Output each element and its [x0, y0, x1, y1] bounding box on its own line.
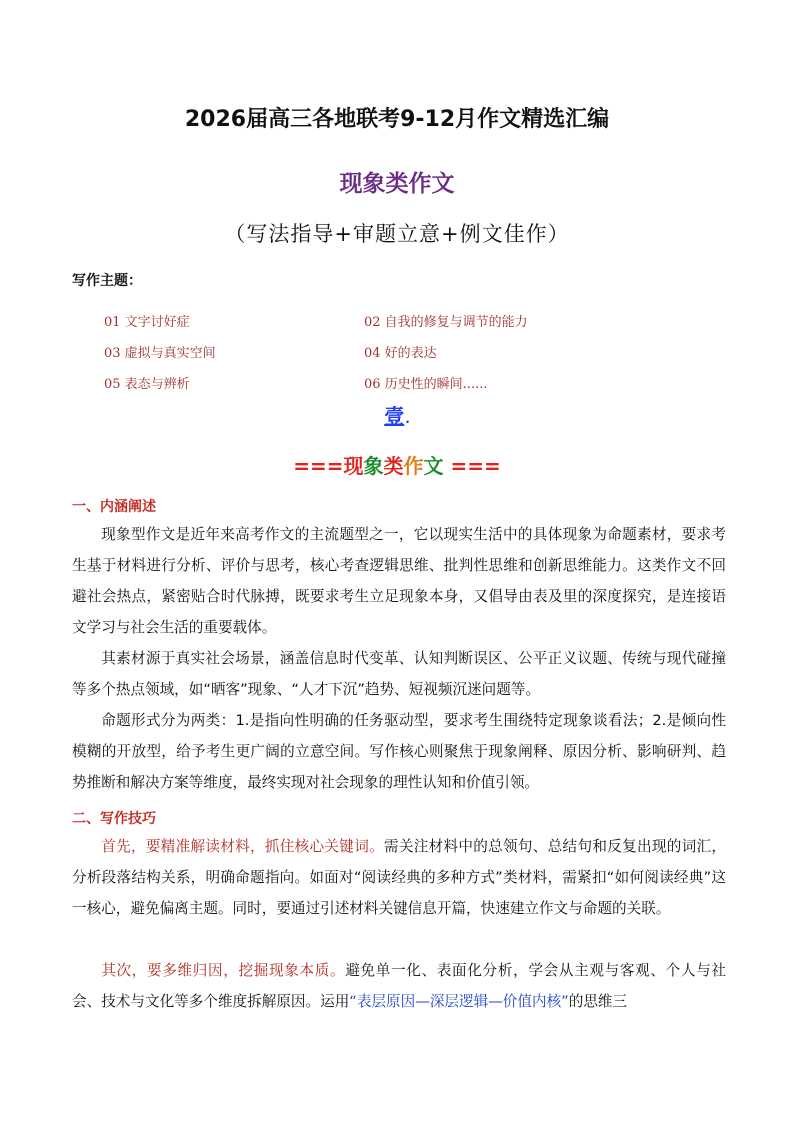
banner-char: 象	[363, 454, 384, 478]
section2-p2-quote: “表层原因—深层逻辑—价值内核”	[349, 993, 569, 1010]
banner-char: 作	[403, 454, 424, 478]
topics-label: 写作主题：	[72, 273, 142, 289]
banner-char: 类	[383, 454, 404, 478]
topic-item-04: 04 好的表达	[364, 346, 437, 361]
topic-item-02: 02 自我的修复与调节的能力	[364, 315, 528, 330]
banner-equals-left: ===	[293, 454, 344, 478]
banner-char: 文	[423, 454, 444, 478]
document-subtitle: 现象类作文	[339, 171, 455, 197]
topic-item-03: 03 虚拟与真实空间	[104, 346, 216, 361]
topic-item-01: 01 文字讨好症	[104, 315, 190, 330]
section2-paragraph-2	[72, 955, 726, 1017]
banner-char: 现	[343, 454, 364, 478]
section2-p2-body: 避免单一化、表面化分析，学会从主观与客观、个人与社会、技术与文化等多个维度拆解原因。运用	[72, 962, 726, 1010]
section1-paragraph-2: 其素材源于真实社会场景，涵盖信息时代变革、认知判断误区、公平正义议题、传统与现代碰撞等多个热点领域，如“晒客”现象、“人才下沉”趋势、短视频沉迷问题等。	[72, 650, 726, 698]
topic-item-05: 05 表态与辨析	[104, 377, 190, 392]
document-subsubtitle: （写法指导+审题立意+例文佳作）	[224, 222, 570, 246]
section-heading-2: 二、写作技巧	[72, 811, 156, 827]
section-numeral	[0, 400, 794, 429]
section2-paragraph-1	[72, 831, 726, 924]
section-numeral-dot: .	[405, 412, 410, 426]
banner-equals-right: ===	[443, 454, 501, 478]
document-title: 2026届高三各地联考9-12月作文精选汇编	[184, 107, 610, 132]
section2-p1-lead: 首先，要精准解读材料，抓住核心关键词。	[101, 838, 384, 855]
section1-paragraph-3: 命题形式分为两类：1.是指向性明确的任务驱动型，要求考生围绕特定现象谈看法；2.是倾向性模糊的开放型，给予考生更广阔的立意空间。写作核心则聚焦于现象阐释、原因分析、影响研判、趋势推断和解决方案等维度，最终实现对社会现象的理性认知和价值引领。	[72, 712, 726, 791]
section1-paragraph-1: 现象型作文是近年来高考作文的主流题型之一，它以现实生活中的具体现象为命题素材，要求考生基于材料进行分析、评价与思考，核心考查逻辑思维、批判性思维和创新思维能力。这类作文不回避社会热点，紧密贴合时代脉搏，既要求考生立足现象本身，又倡导由表及里的深度探究，是连接语文学习与社会生活的重要载体。	[72, 526, 726, 636]
section2-p1-body: 需关注材料中的总领句、总结句和反复出现的词汇，分析段落结构关系，明确命题指向。如面对“阅读经典的多种方式”类材料，需紧扣“如何阅读经典”这一核心，避免偏离主题。同时，要通过引述材料关键信息开篇，快速建立作文与命题的关联。	[72, 838, 726, 917]
section2-p2-lead: 其次，要多维归因，挖掘现象本质。	[101, 962, 346, 979]
section2-p2-tail: 的思维三	[568, 993, 628, 1010]
section-heading-1: 一、内涵阐述	[72, 499, 156, 515]
section-numeral-mark: 壹	[384, 404, 405, 428]
section-banner	[0, 450, 794, 479]
topic-item-06: 06 历史性的瞬间......	[364, 377, 488, 392]
